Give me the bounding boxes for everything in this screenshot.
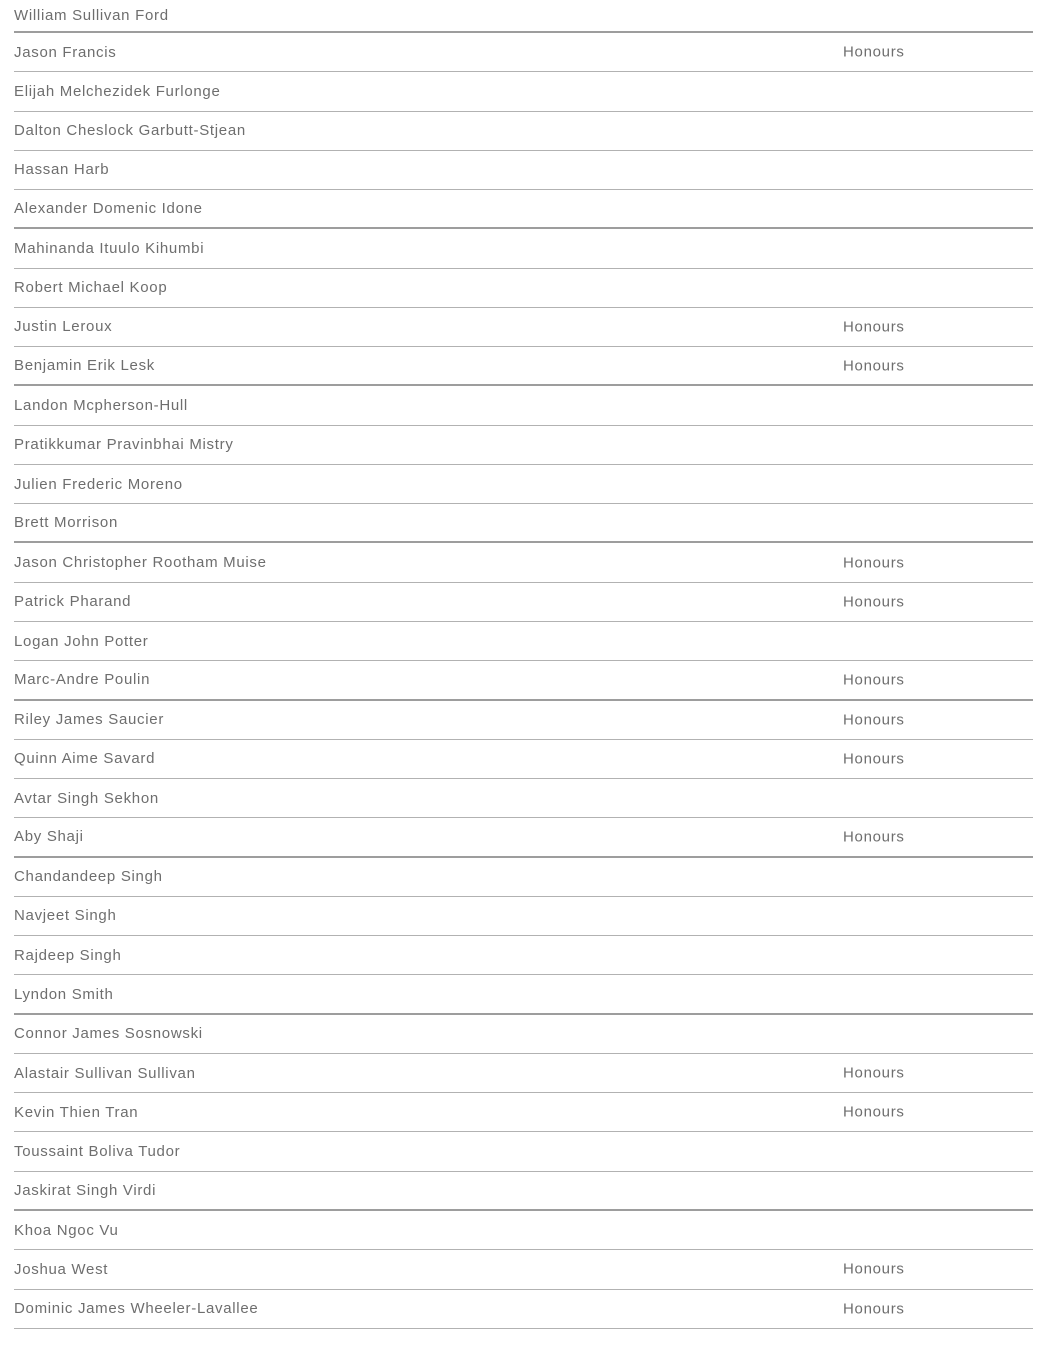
table-row bbox=[14, 112, 1033, 151]
table-row bbox=[14, 1015, 1033, 1054]
table-row bbox=[14, 465, 1033, 504]
graduate-name: Jason Christopher Rootham Muise bbox=[14, 554, 267, 572]
honours-label: Honours bbox=[843, 318, 905, 336]
graduate-name: Julien Frederic Moreno bbox=[14, 475, 183, 493]
honours-label: Honours bbox=[843, 828, 905, 846]
graduate-name: Quinn Aime Savard bbox=[14, 750, 156, 768]
graduate-name: Marc-Andre Poulin bbox=[14, 671, 151, 689]
graduate-name: Avtar Singh Sekhon bbox=[14, 789, 159, 807]
graduate-name: William Sullivan Ford bbox=[14, 7, 169, 24]
graduate-name: Landon Mcpherson-Hull bbox=[14, 397, 188, 415]
graduate-name: Joshua West bbox=[14, 1260, 109, 1278]
table-row bbox=[14, 151, 1033, 190]
graduate-name: Patrick Pharand bbox=[14, 593, 132, 611]
table-row bbox=[14, 858, 1033, 897]
graduate-name: Benjamin Erik Lesk bbox=[14, 357, 155, 375]
graduate-name: Lyndon Smith bbox=[14, 985, 114, 1003]
table-row bbox=[14, 0, 1033, 33]
graduate-name: Pratikkumar Pravinbhai Mistry bbox=[14, 436, 234, 454]
table-row bbox=[14, 504, 1033, 543]
honours-label: Honours bbox=[843, 750, 905, 768]
table-row bbox=[14, 1290, 1033, 1329]
graduate-name: Justin Leroux bbox=[14, 318, 113, 336]
table-row bbox=[14, 543, 1033, 582]
graduate-name: Riley James Saucier bbox=[14, 711, 165, 729]
graduate-name: Navjeet Singh bbox=[14, 907, 117, 925]
graduate-name: Jaskirat Singh Virdi bbox=[14, 1181, 157, 1199]
table-row bbox=[14, 426, 1033, 465]
table-row bbox=[14, 897, 1033, 936]
table-row bbox=[14, 936, 1033, 975]
graduate-name: Elijah Melchezidek Furlonge bbox=[14, 82, 221, 100]
table-row bbox=[14, 740, 1033, 779]
graduate-list bbox=[14, 0, 1033, 1329]
honours-label: Honours bbox=[843, 1260, 905, 1278]
honours-label: Honours bbox=[843, 711, 905, 729]
table-row bbox=[14, 1132, 1033, 1171]
table-row bbox=[14, 1211, 1033, 1250]
graduate-name: Khoa Ngoc Vu bbox=[14, 1221, 119, 1239]
graduate-name: Brett Morrison bbox=[14, 514, 118, 532]
graduate-name: Hassan Harb bbox=[14, 161, 110, 179]
table-row bbox=[14, 190, 1033, 229]
table-row bbox=[14, 622, 1033, 661]
table-row bbox=[14, 72, 1033, 111]
table-row bbox=[14, 975, 1033, 1014]
table-row bbox=[14, 1054, 1033, 1093]
table-row bbox=[14, 229, 1033, 268]
graduate-name: Dominic James Wheeler-Lavallee bbox=[14, 1300, 259, 1318]
graduate-name: Chandandeep Singh bbox=[14, 868, 163, 886]
table-row bbox=[14, 386, 1033, 425]
table-row bbox=[14, 661, 1033, 700]
graduate-name: Kevin Thien Tran bbox=[14, 1103, 139, 1121]
table-row bbox=[14, 818, 1033, 857]
graduate-name: Logan John Potter bbox=[14, 632, 149, 650]
honours-label: Honours bbox=[843, 554, 905, 572]
graduate-name: Dalton Cheslock Garbutt-Stjean bbox=[14, 122, 246, 140]
honours-label: Honours bbox=[843, 357, 905, 375]
graduate-name: Mahinanda Ituulo Kihumbi bbox=[14, 239, 205, 257]
graduate-name: Toussaint Boliva Tudor bbox=[14, 1143, 181, 1161]
table-row bbox=[14, 779, 1033, 818]
table-row bbox=[14, 1093, 1033, 1132]
table-row bbox=[14, 269, 1033, 308]
honours-label: Honours bbox=[843, 1300, 905, 1318]
table-row bbox=[14, 33, 1033, 72]
graduate-name: Alastair Sullivan Sullivan bbox=[14, 1064, 196, 1082]
honours-label: Honours bbox=[843, 1103, 905, 1121]
table-row bbox=[14, 308, 1033, 347]
honours-label: Honours bbox=[843, 1064, 905, 1082]
honours-label: Honours bbox=[843, 671, 905, 689]
graduate-name: Alexander Domenic Idone bbox=[14, 200, 203, 218]
table-row bbox=[14, 347, 1033, 386]
honours-label: Honours bbox=[843, 593, 905, 611]
table-row bbox=[14, 1172, 1033, 1211]
graduate-name: Rajdeep Singh bbox=[14, 946, 122, 964]
table-row bbox=[14, 583, 1033, 622]
graduate-name: Aby Shaji bbox=[14, 828, 84, 846]
table-row bbox=[14, 701, 1033, 740]
graduate-name: Robert Michael Koop bbox=[14, 279, 168, 297]
graduate-name: Jason Francis bbox=[14, 43, 117, 61]
honours-label: Honours bbox=[843, 43, 905, 61]
graduate-name: Connor James Sosnowski bbox=[14, 1025, 203, 1043]
table-row bbox=[14, 1250, 1033, 1289]
